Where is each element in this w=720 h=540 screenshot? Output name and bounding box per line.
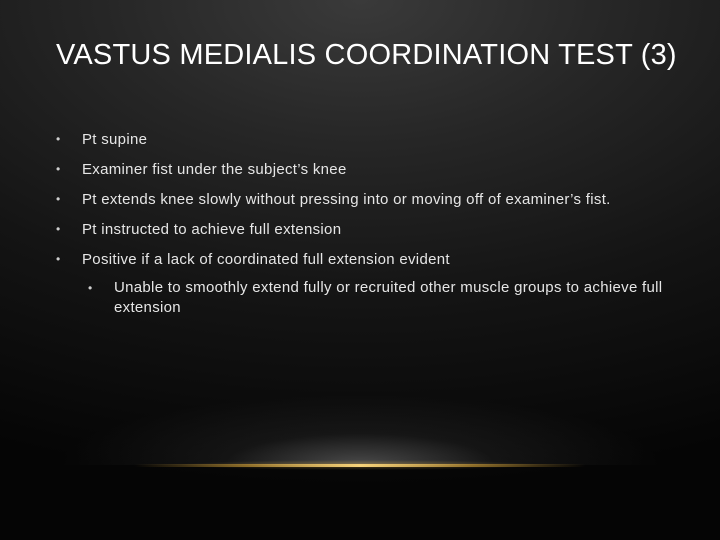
sub-bullet-list xyxy=(88,278,666,318)
bullet-icon: • xyxy=(56,222,61,236)
bullet-text: Examiner fist under the subject’s knee xyxy=(82,161,347,178)
bullet-item xyxy=(56,190,666,209)
bullet-item xyxy=(56,160,666,179)
bullet-icon: • xyxy=(56,192,61,206)
sub-bullet-icon: • xyxy=(88,281,93,295)
slide-title: VASTUS MEDIALIS COORDINATION TEST (3) xyxy=(56,39,677,71)
bullet-icon: • xyxy=(56,162,61,176)
bullet-item xyxy=(56,130,666,149)
bullet-text: Positive if a lack of coordinated full extension evident xyxy=(82,251,450,268)
spotlight-glow xyxy=(60,395,660,465)
sub-bullet-item xyxy=(88,278,666,318)
sub-bullet-text: Unable to smoothly extend fully or recruited other muscle groups to achieve full extension xyxy=(114,279,663,316)
bullet-item xyxy=(56,250,666,318)
bullet-icon: • xyxy=(56,132,61,146)
bullet-list xyxy=(56,130,666,329)
bullet-text: Pt supine xyxy=(82,131,148,148)
bullet-item xyxy=(56,220,666,239)
bullet-text: Pt instructed to achieve full extension xyxy=(82,221,342,238)
accent-glow-line xyxy=(135,464,585,467)
bullet-text: Pt extends knee slowly without pressing into or moving off of examiner’s fist. xyxy=(82,191,611,208)
bullet-icon: • xyxy=(56,252,61,266)
